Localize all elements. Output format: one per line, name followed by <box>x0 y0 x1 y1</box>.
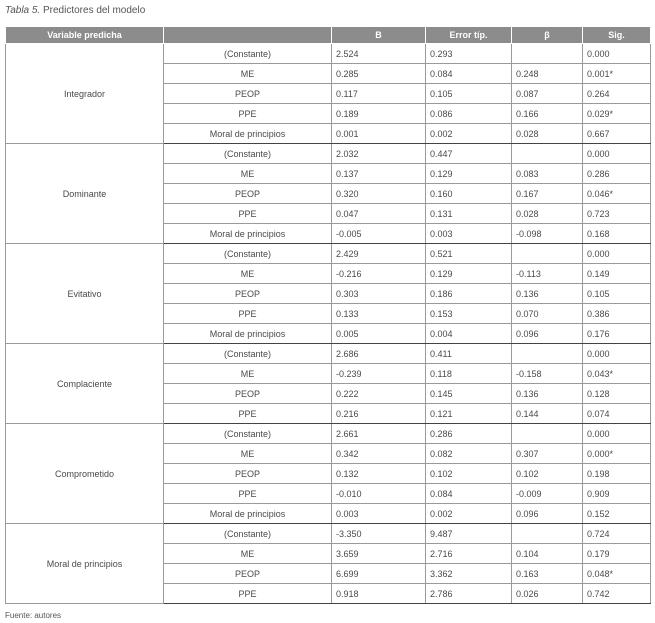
std-error-cell: 0.153 <box>426 304 512 324</box>
std-error-cell: 0.084 <box>426 64 512 84</box>
std-error-cell: 0.086 <box>426 104 512 124</box>
predictors-table <box>5 26 651 604</box>
sig-cell: 0.128 <box>583 384 651 404</box>
predictor-cell: PEOP <box>164 464 332 484</box>
b-cell: -0.216 <box>332 264 426 284</box>
variable-cell: Integrador <box>6 44 164 144</box>
table-caption <box>5 5 145 16</box>
beta-cell: 0.163 <box>512 564 583 584</box>
predictor-cell: (Constante) <box>164 144 332 164</box>
std-error-cell: 0.186 <box>426 284 512 304</box>
std-error-cell: 2.716 <box>426 544 512 564</box>
b-cell: 0.117 <box>332 84 426 104</box>
std-error-cell: 0.129 <box>426 164 512 184</box>
std-error-cell: 0.002 <box>426 124 512 144</box>
std-error-cell: 2.786 <box>426 584 512 604</box>
beta-cell <box>512 424 583 444</box>
sig-cell: 0.000 <box>583 44 651 64</box>
predictor-cell: Moral de principios <box>164 504 332 524</box>
predictor-cell: PEOP <box>164 384 332 404</box>
header-b: B <box>332 27 426 44</box>
std-error-cell: 9.487 <box>426 524 512 544</box>
sig-cell: 0.168 <box>583 224 651 244</box>
std-error-cell: 0.131 <box>426 204 512 224</box>
sig-cell: 0.000 <box>583 144 651 164</box>
sig-cell: 0.029* <box>583 104 651 124</box>
b-cell: -0.239 <box>332 364 426 384</box>
b-cell: 0.005 <box>332 324 426 344</box>
predictor-cell: PEOP <box>164 284 332 304</box>
beta-cell: 0.136 <box>512 384 583 404</box>
table-source: Fuente: autores <box>5 611 62 620</box>
std-error-cell: 0.003 <box>426 224 512 244</box>
predictor-cell: (Constante) <box>164 344 332 364</box>
b-cell: 0.285 <box>332 64 426 84</box>
variable-cell: Dominante <box>6 144 164 244</box>
std-error-cell: 0.145 <box>426 384 512 404</box>
beta-cell: 0.070 <box>512 304 583 324</box>
sig-cell: 0.386 <box>583 304 651 324</box>
sig-cell: 0.198 <box>583 464 651 484</box>
sig-cell: 0.286 <box>583 164 651 184</box>
std-error-cell: 0.521 <box>426 244 512 264</box>
b-cell: 2.524 <box>332 44 426 64</box>
predictor-cell: (Constante) <box>164 524 332 544</box>
b-cell: 0.303 <box>332 284 426 304</box>
predictor-cell: PPE <box>164 304 332 324</box>
predictor-cell: PPE <box>164 404 332 424</box>
table-row <box>6 344 651 364</box>
predictor-cell: (Constante) <box>164 244 332 264</box>
table-row <box>6 44 651 64</box>
predictor-cell: Moral de principios <box>164 224 332 244</box>
beta-cell: 0.083 <box>512 164 583 184</box>
b-cell: -0.005 <box>332 224 426 244</box>
std-error-cell: 0.118 <box>426 364 512 384</box>
b-cell: 0.137 <box>332 164 426 184</box>
std-error-cell: 0.002 <box>426 504 512 524</box>
std-error-cell: 0.447 <box>426 144 512 164</box>
b-cell: 2.686 <box>332 344 426 364</box>
table-body <box>6 44 651 604</box>
predictor-cell: PEOP <box>164 184 332 204</box>
beta-cell: 0.087 <box>512 84 583 104</box>
b-cell: 0.918 <box>332 584 426 604</box>
beta-cell <box>512 144 583 164</box>
variable-cell: Evitativo <box>6 244 164 344</box>
b-cell: 6.699 <box>332 564 426 584</box>
std-error-cell: 0.102 <box>426 464 512 484</box>
beta-cell: -0.158 <box>512 364 583 384</box>
b-cell: -0.010 <box>332 484 426 504</box>
sig-cell: 0.176 <box>583 324 651 344</box>
std-error-cell: 0.105 <box>426 84 512 104</box>
beta-cell: 0.167 <box>512 184 583 204</box>
predictor-cell: (Constante) <box>164 424 332 444</box>
sig-cell: 0.001* <box>583 64 651 84</box>
beta-cell <box>512 44 583 64</box>
std-error-cell: 3.362 <box>426 564 512 584</box>
sig-cell: 0.667 <box>583 124 651 144</box>
beta-cell: 0.102 <box>512 464 583 484</box>
sig-cell: 0.149 <box>583 264 651 284</box>
b-cell: 0.320 <box>332 184 426 204</box>
b-cell: 0.001 <box>332 124 426 144</box>
b-cell: -3.350 <box>332 524 426 544</box>
predictor-cell: ME <box>164 364 332 384</box>
table-header-row <box>6 27 651 44</box>
variable-cell: Complaciente <box>6 344 164 424</box>
beta-cell <box>512 524 583 544</box>
beta-cell: 0.104 <box>512 544 583 564</box>
beta-cell <box>512 244 583 264</box>
sig-cell: 0.179 <box>583 544 651 564</box>
beta-cell: 0.144 <box>512 404 583 424</box>
predictor-cell: (Constante) <box>164 44 332 64</box>
b-cell: 2.429 <box>332 244 426 264</box>
sig-cell: 0.000 <box>583 244 651 264</box>
std-error-cell: 0.004 <box>426 324 512 344</box>
caption-title: Predictores del modelo <box>43 5 146 16</box>
beta-cell: 0.026 <box>512 584 583 604</box>
predictor-cell: PEOP <box>164 564 332 584</box>
predictor-cell: ME <box>164 264 332 284</box>
b-cell: 0.216 <box>332 404 426 424</box>
predictor-cell: PPE <box>164 584 332 604</box>
std-error-cell: 0.293 <box>426 44 512 64</box>
sig-cell: 0.105 <box>583 284 651 304</box>
beta-cell: 0.136 <box>512 284 583 304</box>
predictor-cell: ME <box>164 444 332 464</box>
sig-cell: 0.909 <box>583 484 651 504</box>
b-cell: 0.132 <box>332 464 426 484</box>
predictor-cell: PPE <box>164 104 332 124</box>
header-predictor <box>164 27 332 44</box>
table-row <box>6 244 651 264</box>
std-error-cell: 0.121 <box>426 404 512 424</box>
b-cell: 0.047 <box>332 204 426 224</box>
variable-cell: Moral de principios <box>6 524 164 604</box>
sig-cell: 0.000 <box>583 344 651 364</box>
b-cell: 0.189 <box>332 104 426 124</box>
std-error-cell: 0.084 <box>426 484 512 504</box>
beta-cell: 0.248 <box>512 64 583 84</box>
variable-cell: Comprometido <box>6 424 164 524</box>
table-row <box>6 424 651 444</box>
b-cell: 0.133 <box>332 304 426 324</box>
sig-cell: 0.046* <box>583 184 651 204</box>
beta-cell: -0.009 <box>512 484 583 504</box>
predictor-cell: ME <box>164 544 332 564</box>
sig-cell: 0.742 <box>583 584 651 604</box>
beta-cell <box>512 344 583 364</box>
sig-cell: 0.152 <box>583 504 651 524</box>
predictor-cell: PEOP <box>164 84 332 104</box>
predictor-cell: PPE <box>164 484 332 504</box>
beta-cell: 0.096 <box>512 504 583 524</box>
sig-cell: 0.000* <box>583 444 651 464</box>
std-error-cell: 0.082 <box>426 444 512 464</box>
predictor-cell: Moral de principios <box>164 324 332 344</box>
sig-cell: 0.048* <box>583 564 651 584</box>
beta-cell: 0.096 <box>512 324 583 344</box>
std-error-cell: 0.129 <box>426 264 512 284</box>
beta-cell: 0.028 <box>512 204 583 224</box>
table-row <box>6 524 651 544</box>
header-std-error: Error típ. <box>426 27 512 44</box>
beta-cell: 0.028 <box>512 124 583 144</box>
std-error-cell: 0.411 <box>426 344 512 364</box>
predictor-cell: ME <box>164 164 332 184</box>
beta-cell: -0.098 <box>512 224 583 244</box>
caption-label: Tabla 5. <box>5 5 41 16</box>
b-cell: 0.342 <box>332 444 426 464</box>
sig-cell: 0.723 <box>583 204 651 224</box>
sig-cell: 0.043* <box>583 364 651 384</box>
b-cell: 0.222 <box>332 384 426 404</box>
sig-cell: 0.724 <box>583 524 651 544</box>
header-sig: Sig. <box>583 27 651 44</box>
beta-cell: -0.113 <box>512 264 583 284</box>
std-error-cell: 0.160 <box>426 184 512 204</box>
predictor-cell: ME <box>164 64 332 84</box>
beta-cell: 0.307 <box>512 444 583 464</box>
b-cell: 2.032 <box>332 144 426 164</box>
predictor-cell: PPE <box>164 204 332 224</box>
table-row <box>6 144 651 164</box>
b-cell: 3.659 <box>332 544 426 564</box>
b-cell: 2.661 <box>332 424 426 444</box>
beta-cell: 0.166 <box>512 104 583 124</box>
b-cell: 0.003 <box>332 504 426 524</box>
sig-cell: 0.074 <box>583 404 651 424</box>
header-beta: β <box>512 27 583 44</box>
header-variable: Variable predicha <box>6 27 164 44</box>
predictor-cell: Moral de principios <box>164 124 332 144</box>
sig-cell: 0.264 <box>583 84 651 104</box>
sig-cell: 0.000 <box>583 424 651 444</box>
std-error-cell: 0.286 <box>426 424 512 444</box>
